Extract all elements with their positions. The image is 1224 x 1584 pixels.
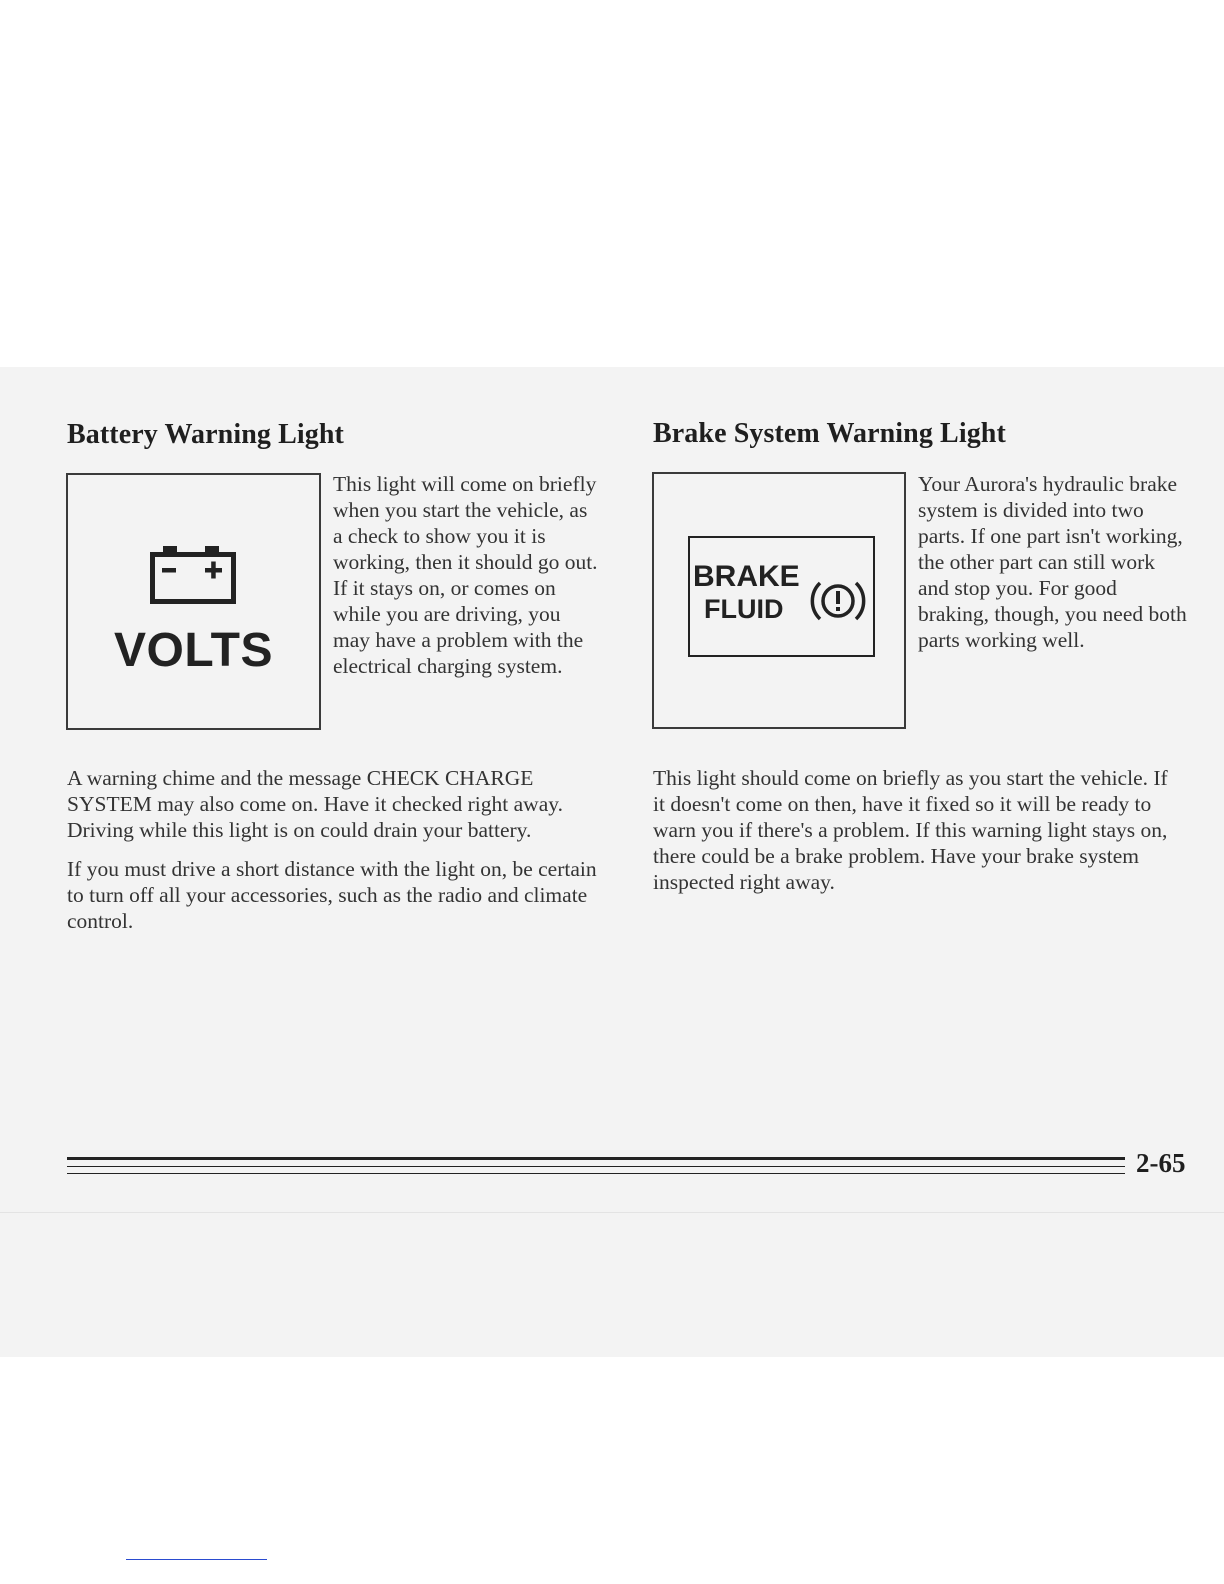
page-number: 2-65 (1136, 1148, 1186, 1178)
fluid-label: FLUID (704, 594, 784, 624)
footer-rule-mid (67, 1166, 1125, 1167)
battery-heading: Battery Warning Light (67, 419, 344, 450)
battery-paragraph-2: If you must drive a short distance with the light on, be certain to turn off all your accessories, such as the radio and climate control. (67, 857, 597, 933)
volts-label: VOLTS (114, 624, 273, 677)
brake-side-text: Your Aurora's hydraulic brake system is divided into two parts. If one part isn't working, the other part can still work and stop you. For good braking, though, you need both parts working well. (918, 472, 1187, 652)
brake-icon-box (652, 472, 906, 729)
page-edge-line (0, 1212, 1224, 1213)
footer-rule-top (67, 1157, 1125, 1160)
brake-heading: Brake System Warning Light (653, 418, 1006, 449)
battery-paragraph-1: A warning chime and the message CHECK CHARGE SYSTEM may also come on. Have it checked right away. Driving while this light is on could drain your battery. (67, 766, 563, 842)
battery-side-text: This light will come on briefly when you start the vehicle, as a check to show you it is working, then it should go out. If it stays on, or comes on while you are driving, you may have a problem with the electrical charging system. (333, 472, 598, 678)
brake-paragraph-1: This light should come on briefly as you start the vehicle. If it doesn't come on then, have it fixed so it will be ready to warn you if there's a problem. If this warning light stays on, there could be a brake problem. Have your brake system inspected right away. (653, 766, 1168, 894)
brake-warning-icon (688, 536, 875, 657)
exclamation-circle-icon (806, 570, 870, 630)
battery-icon (149, 542, 239, 606)
link-underline (126, 1559, 267, 1560)
battery-icon-box (66, 473, 321, 730)
footer-rule-bottom (67, 1173, 1125, 1174)
brake-label: BRAKE (693, 560, 800, 593)
